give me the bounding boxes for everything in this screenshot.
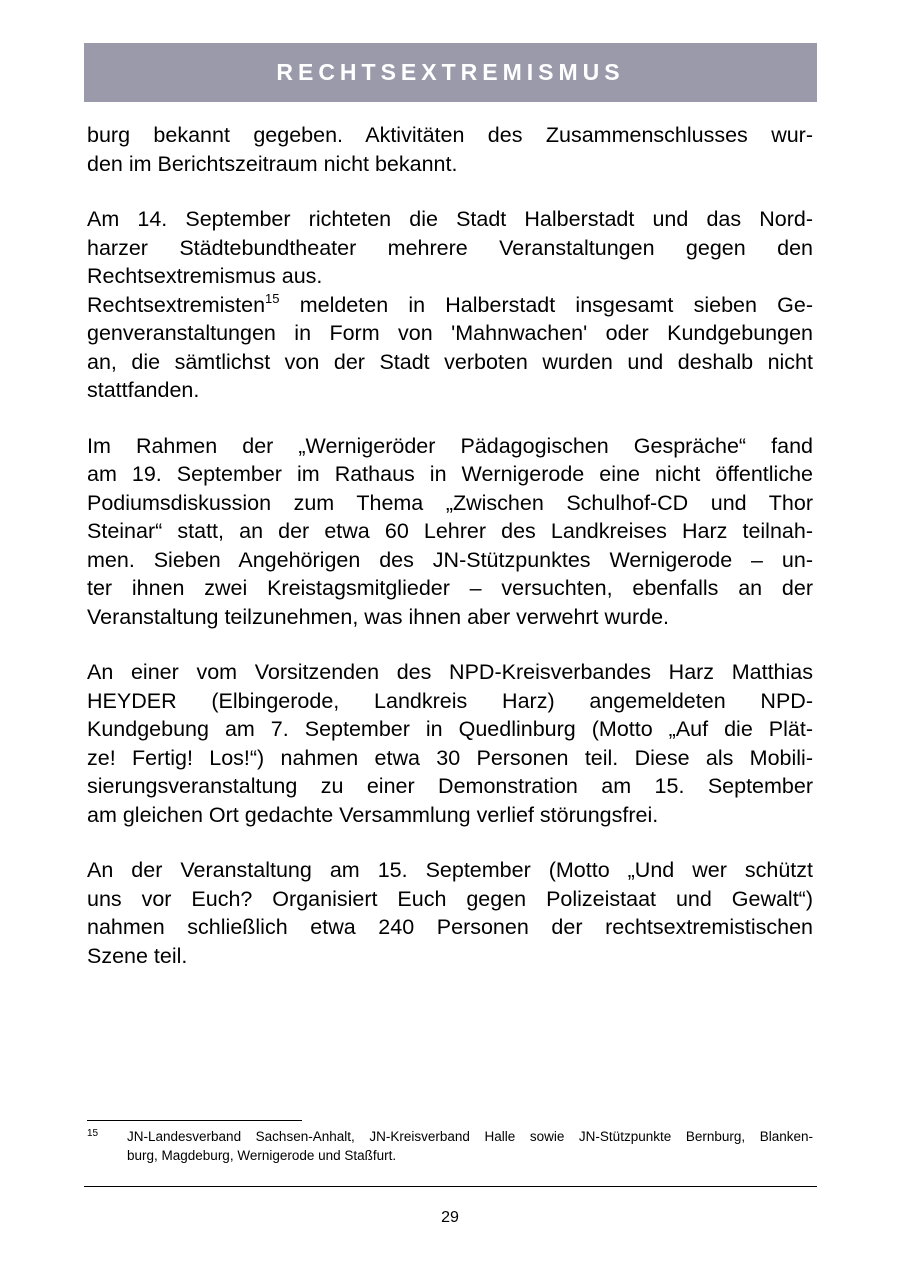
text-line: am 19. September im Rathaus in Wernigerode eine nicht öffentliche	[87, 462, 813, 486]
text-line: nahmen schließlich etwa 240 Personen der rechtsextremistischen	[87, 915, 813, 939]
footnote-divider	[87, 1120, 302, 1121]
text-line: sierungsveranstaltung zu einer Demonstration am 15. September	[87, 774, 813, 798]
text-line: Am 14. September richteten die Stadt Halberstadt und das Nord-	[87, 207, 813, 231]
paragraph	[87, 432, 813, 632]
text-line: stattfanden.	[87, 378, 200, 402]
footnote-line: JN-Landesverband Sachsen-Anhalt, JN-Kreisverband Halle sowie JN-Stützpunkte Bernburg, Blanken-	[127, 1129, 813, 1144]
paragraph	[87, 121, 813, 178]
text-line: harzer Städtebundtheater mehrere Veranstaltungen gegen den	[87, 235, 813, 260]
text-span: meldeten in Halberstadt insgesamt sieben Ge-	[279, 292, 813, 317]
paragraph	[87, 658, 813, 829]
text-line: Podiumsdiskussion zum Thema „Zwischen Schulhof-CD und Thor	[87, 490, 813, 515]
text-line: An der Veranstaltung am 15. September (Motto „Und wer schützt	[87, 858, 813, 882]
text-line: an, die sämtlichst von der Stadt verboten wurden und deshalb nicht	[87, 349, 813, 374]
text-span: Rechtsextremisten	[87, 292, 266, 317]
paragraph	[87, 291, 813, 405]
page-title: RECHTSEXTREMISMUS	[276, 59, 625, 85]
text-line: Szene teil.	[87, 943, 188, 968]
text-line: Kundgebung am 7. September in Quedlinburg (Motto „Auf die Plät-	[87, 717, 813, 741]
text-line	[87, 291, 813, 320]
body-text	[87, 121, 813, 970]
text-line: Rechtsextremismus aus.	[87, 264, 323, 288]
text-line: HEYDER (Elbingerode, Landkreis Harz) angemeldeten NPD-	[87, 688, 813, 713]
text-line: den im Berichtszeitraum nicht bekannt.	[87, 151, 458, 176]
paragraph	[87, 856, 813, 970]
footer-divider	[84, 1186, 817, 1187]
text-line: ze! Fertig! Los!“) nahmen etwa 30 Personen teil. Diese als Mobili-	[87, 745, 813, 770]
header-band	[84, 43, 817, 102]
footnote-number: 15	[87, 1128, 99, 1139]
text-line: Veranstaltung teilzunehmen, was ihnen aber verwehrt wurde.	[87, 604, 670, 629]
text-line: Im Rahmen der „Wernigeröder Pädagogischen Gespräche“ fand	[87, 433, 813, 458]
footnote-reference[interactable]: 15	[265, 290, 280, 306]
text-line: am gleichen Ort gedachte Versammlung verlief störungsfrei.	[87, 802, 659, 827]
text-line: Steinar“ statt, an der etwa 60 Lehrer des Landkreises Harz teilnah-	[87, 519, 813, 543]
page-number: 29	[441, 1209, 459, 1226]
paragraph	[87, 205, 813, 291]
text-line: genveranstaltungen in Form von 'Mahnwachen' oder Kundgebungen	[87, 321, 813, 345]
text-line: An einer vom Vorsitzenden des NPD-Kreisverbandes Harz Matthias	[87, 660, 813, 684]
text-line: ter ihnen zwei Kreistagsmitglieder – versuchten, ebenfalls an der	[87, 576, 813, 600]
text-line: burg bekannt gegeben. Aktivitäten des Zusammenschlusses wur-	[87, 123, 813, 147]
footnote-line: burg, Magdeburg, Wernigerode und Staßfurt.	[127, 1148, 397, 1163]
text-line: men. Sieben Angehörigen des JN-Stützpunktes Wernigerode – un-	[87, 547, 813, 572]
text-line: uns vor Euch? Organisiert Euch gegen Polizeistaat und Gewalt“)	[87, 886, 813, 911]
